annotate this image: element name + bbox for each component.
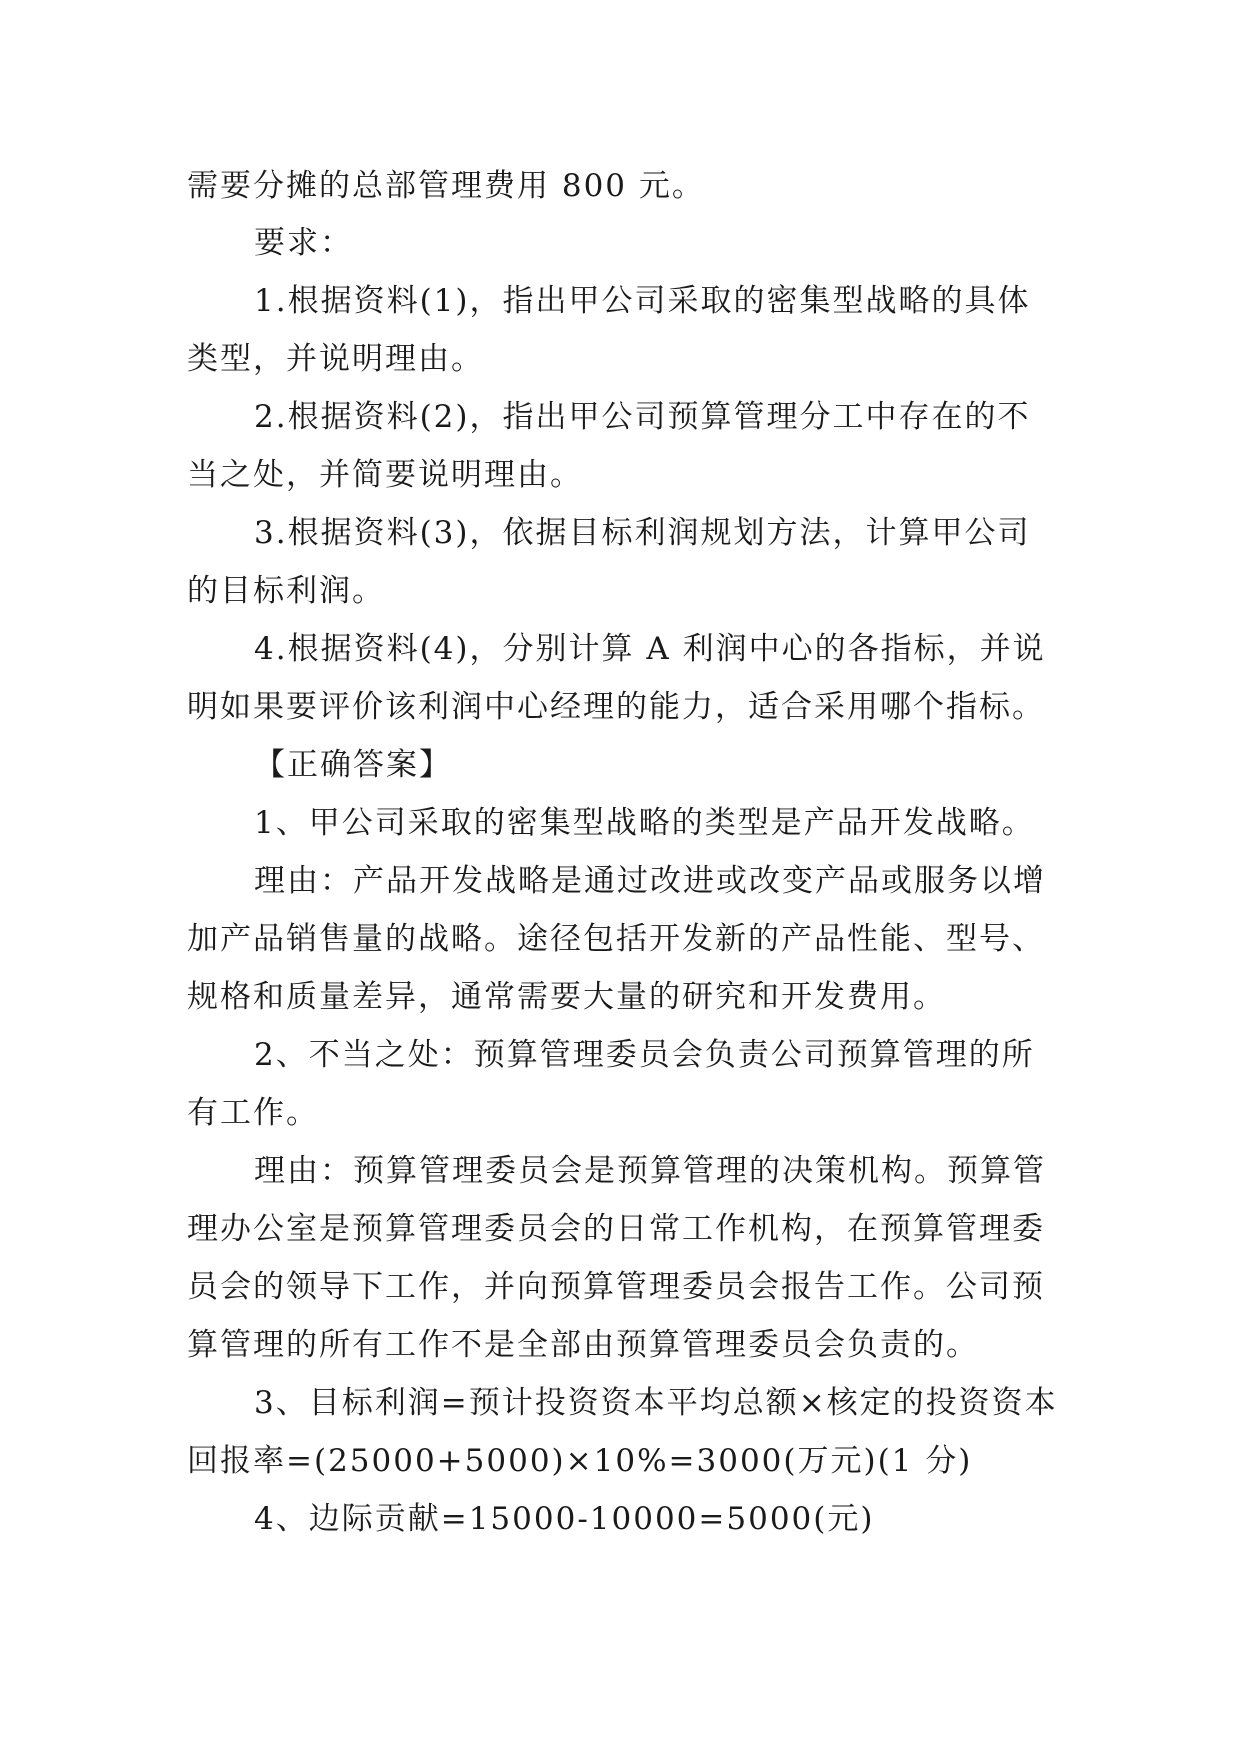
text-line: 回报率=(25000+5000)×10%=3000(万元)(1 分) [187,1443,973,1479]
text-line: 2.根据资料(2)，指出甲公司预算管理分工中存在的不 [254,399,1031,435]
text-line: 理由：预算管理委员会是预算管理的决策机构。预算管 [254,1153,1046,1189]
text-line: 理办公室是预算管理委员会的日常工作机构，在预算管理委 [187,1211,1045,1247]
text-line: 算管理的所有工作不是全部由预算管理委员会负责的。 [187,1327,979,1363]
text-line: 1.根据资料(1)，指出甲公司采取的密集型战略的具体 [254,283,1031,319]
text-line: 3.根据资料(3)，依据目标利润规划方法，计算甲公司 [254,515,1031,551]
text-line: 3、目标利润=预计投资资本平均总额×核定的投资资本 [254,1385,1058,1421]
text-line: 【正确答案】 [254,747,452,783]
text-line: 加产品销售量的战略。途径包括开发新的产品性能、型号、 [187,921,1045,957]
text-line: 4、边际贡献=15000-10000=5000(元) [254,1501,875,1537]
text-line: 规格和质量差异，通常需要大量的研究和开发费用。 [187,979,946,1015]
text-line: 需要分摊的总部管理费用 800 元。 [187,168,705,204]
text-line: 2、不当之处：预算管理委员会负责公司预算管理的所 [254,1037,1035,1073]
text-line: 1、甲公司采取的密集型战略的类型是产品开发战略。 [254,805,1035,841]
text-line: 4.根据资料(4)，分别计算 A 利润中心的各指标，并说 [254,631,1046,667]
text-line: 类型，并说明理由。 [187,341,484,377]
text-line: 当之处，并简要说明理由。 [187,457,583,493]
text-line: 的目标利润。 [187,573,385,609]
text-line: 明如果要评价该利润中心经理的能力，适合采用哪个指标。 [187,689,1045,725]
text-line: 要求： [254,225,353,261]
text-line: 员会的领导下工作，并向预算管理委员会报告工作。公司预 [187,1269,1045,1305]
text-line: 理由：产品开发战略是通过改进或改变产品或服务以增 [254,863,1046,899]
text-line: 有工作。 [187,1095,319,1131]
